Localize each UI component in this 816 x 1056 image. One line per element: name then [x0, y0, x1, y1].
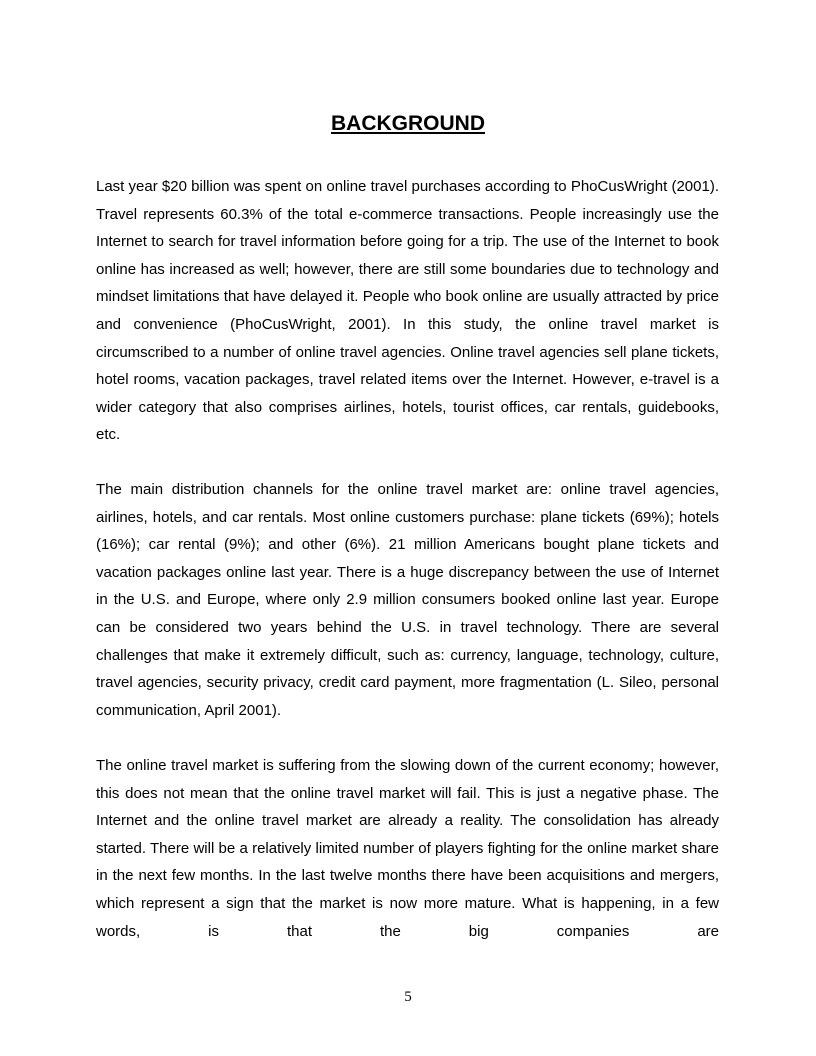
paragraph-2: The main distribution channels for the online travel market are: online travel agencies, airlines, hotels, and car rentals. Most online customers purchase: plane tickets (69%); hotels (16%); car rental (9%); and other (6%). 21 million Americans bought plane tickets and vacation packages online last year. There is a huge discrepancy between the use of Internet in the U.S. and Europe, where only 2.9 million consumers booked online last year. Europe can be considered two years behind the U.S. in travel technology. There are several challenges that make it extremely difficult, such as: currency, language, technology, culture, travel agencies, security privacy, credit card payment, more fragmentation (L. Sileo, personal communication, April 2001). — [96, 481, 719, 719]
paragraph-3: The online travel market is suffering from the slowing down of the current economy; however, this does not mean that the online travel market will fail. This is just a negative phase. The Internet and the online travel market are already a reality. The consolidation has already started. There will be a relatively limited number of players fighting for the online market share in the next few months. In the last twelve months there have been acquisitions and mergers, which represent a sign that the market is now more mature. What is happening, in a few words, is that the big companies are — [96, 757, 719, 940]
paragraph-1: Last year $20 billion was spent on online travel purchases according to PhoCusWright (2001). Travel represents 60.3% of the total e-commerce transactions. People increasingly use the Internet to search for travel information before going for a trip. The use of the Internet to book online has increased as well; however, there are still some boundaries due to technology and mindset limitations that have delayed it. People who book online are usually attracted by price and convenience (PhoCusWright, 2001). In this study, the online travel market is circumscribed to a number of online travel agencies. Online travel agencies sell plane tickets, hotel rooms, vacation packages, travel related items over the Internet. However, e-travel is a wider category that also comprises airlines, hotels, tourist offices, car rentals, guidebooks, etc. — [96, 178, 719, 444]
section-heading: BACKGROUND — [331, 112, 485, 135]
page-number: 5 — [404, 989, 412, 1005]
